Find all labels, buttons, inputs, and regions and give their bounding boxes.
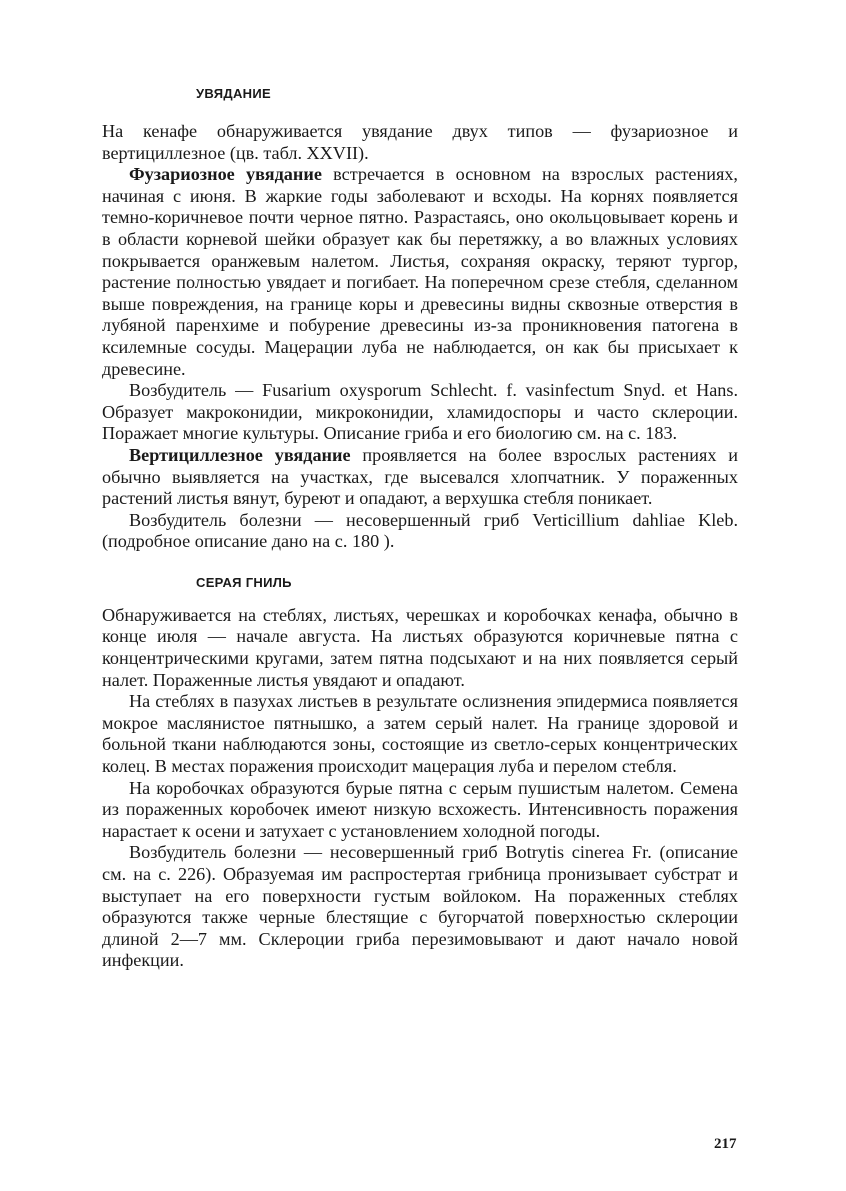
section-heading-gray-mold: СЕРАЯ ГНИЛЬ: [196, 574, 292, 590]
page-body: [102, 84, 738, 972]
paragraph-gray-mold-bolls: На коробочках образуются бурые пятна с серым пушистым налетом. Семена из пораженных коробочек имеют низкую всхожесть. Интенсивность поражения нарастает к осени и затухает с установлением холодной погоды.: [102, 777, 738, 841]
paragraph-gray-mold-stems: На стеблях в пазухах листьев в результате ослизнения эпидермиса появляется мокрое маслянистое пятнышко, а затем серый налет. На границе здоровой и больной ткани наблюдаются зоны, состоящие из светло-серых концентрических колец. В местах поражения происходит мацерация луба и перелом стебля.: [102, 691, 738, 777]
paragraph-fusarium-wilt: [102, 164, 738, 380]
page-number: 217: [714, 1136, 737, 1152]
paragraph-verticillium-wilt: [102, 445, 738, 510]
paragraph-verticillium-pathogen: Возбудитель болезни — несовершенный гриб Verticillium dahliae Kleb. (подробное описание дано на с. 180 ).: [102, 509, 738, 552]
paragraph-fusarium-wilt-text: встречается в основном на взрослых растениях, начиная с июня. В жаркие годы заболевают и всходы. На корнях появляется темно-коричневое почти черное пятно. Разрастаясь, оно окольцовывает корень и в области корневой шейки образует как бы перетяжку, а во влажных условиях покрывается оранжевым налетом. Листья, сохраняя окраску, теряют тургор, растение полностью увядает и погибает. На поперечном срезе стебля, сделанном выше повреждения, на границе коры и древесины видны сквозные отверстия в лубяной паренхиме и побурение древесины из-за проникновения патогена в ксилемные сосуды. Мацерации луба не наблюдается, он как бы присыхает к древесине.: [102, 164, 738, 379]
section-heading-wilt: УВЯДАНИЕ: [196, 86, 271, 101]
paragraph-intro: На кенафе обнаруживается увядание двух типов — фузариозное и вертициллезное (цв. табл. XXVII).: [102, 121, 738, 163]
paragraph-botrytis-pathogen: Возбудитель болезни — несовершенный гриб Botrytis cinerea Fr. (описание см. на с. 226). Образуемая им распростертая грибница пронизывает субстрат и выступает на его поверхности густым войлоком. На пораженных стеблях образуются также черные блестящие с бугорчатой поверхностью склероции длиной 2—7 мм. Склероции гриба перезимовывают и дают начало новой инфекции.: [102, 842, 738, 971]
term-fusarium-wilt: Фузариозное увядание: [129, 164, 322, 185]
paragraph-gray-mold-intro: Обнаруживается на стеблях, листьях, черешках и коробочках кенафа, обычно в конце июля — начале августа. На листьях образуются коричневые пятна с концентрическими кругами, затем пятна подсыхают и на них появляется серый налет. Пораженные листья увядают и опадают.: [102, 604, 738, 690]
paragraph-verticillium-wilt-text: проявляется на более взрослых растениях и обычно выявляется на участках, где высевался хлопчатник. У пораженных растений листья вянут, буреют и опадают, а верхушка стебля поникает.: [102, 444, 738, 509]
paragraph-fusarium-pathogen: Возбудитель — Fusarium oxysporum Schlecht. f. vasinfectum Snyd. et Hans. Образует макроконидии, микроконидии, хламидоспоры и часто склероции. Поражает многие культуры. Описание гриба и его биологию см. на с. 183.: [102, 380, 738, 444]
term-verticillium-wilt: Вертициллезное увядание: [129, 444, 351, 465]
